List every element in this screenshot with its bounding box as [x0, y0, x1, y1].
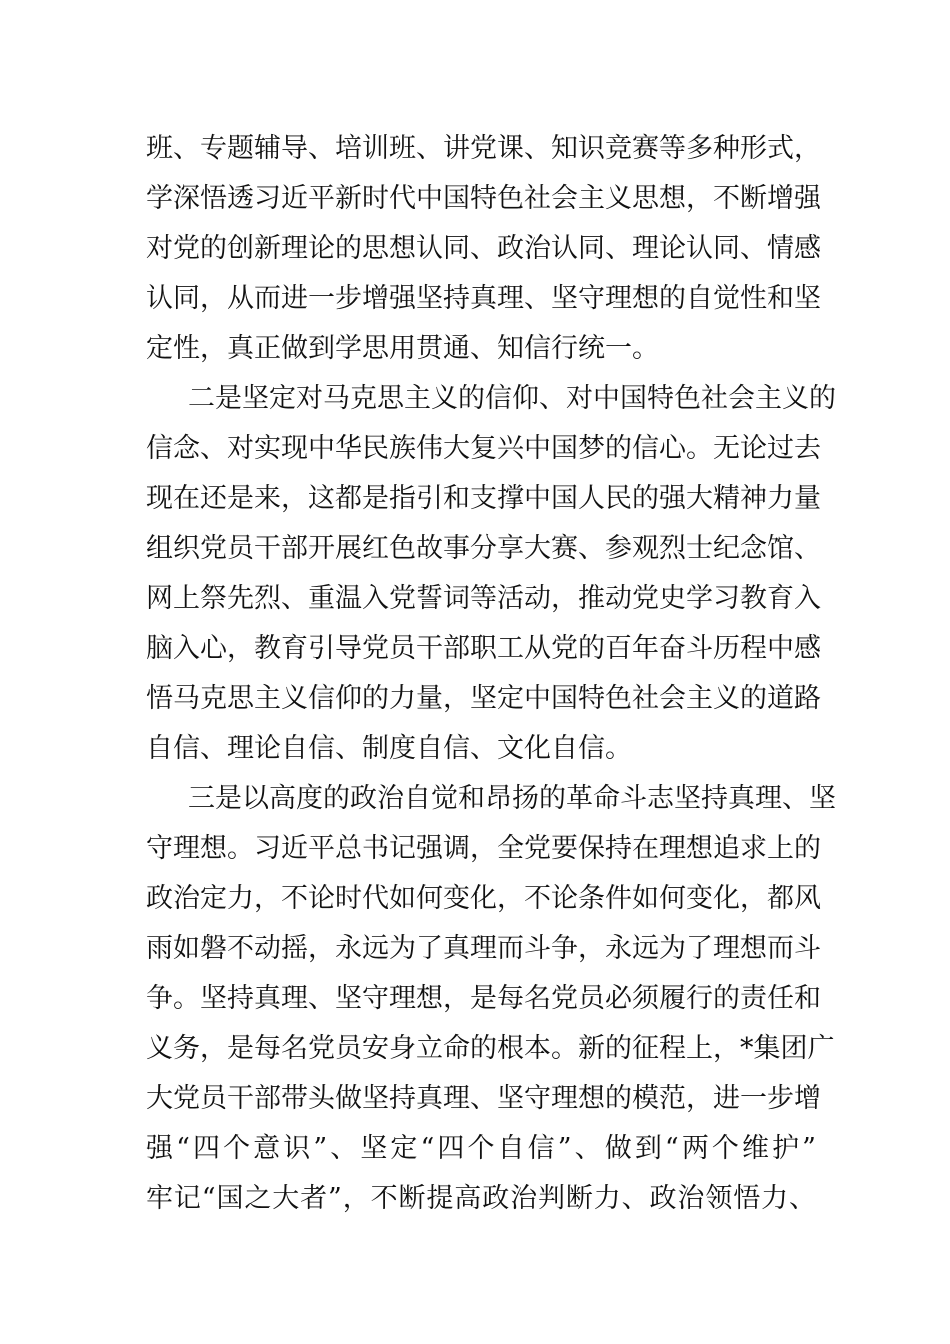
text-line: 大党员干部带头做坚持真理、坚守理想的模范，进一步增 — [146, 1083, 821, 1114]
text-line: 对党的创新理论的思想认同、政治认同、理论认同、情感 — [146, 233, 821, 264]
text-line: 牢记“国之大者”，不断提高政治判断力、政治领悟力、 — [146, 1183, 816, 1214]
text-line: 争。坚持真理、坚守理想，是每名党员必须履行的责任和 — [146, 983, 821, 1014]
text-line: 班、专题辅导、培训班、讲党课、知识竞赛等多种形式， — [146, 133, 821, 164]
text-line: 义务，是每名党员安身立命的根本。新的征程上，*集团广 — [146, 1033, 835, 1064]
text-line: 组织党员干部开展红色故事分享大赛、参观烈士纪念馆、 — [146, 533, 821, 564]
text-line: 自信、理论自信、制度自信、文化自信。 — [146, 733, 632, 764]
text-line: 悟马克思主义信仰的力量，坚定中国特色社会主义的道路 — [146, 683, 821, 714]
text-line: 守理想。习近平总书记强调，全党要保持在理想追求上的 — [146, 833, 821, 864]
paragraph-start-line: 三是以高度的政治自觉和昂扬的革命斗志坚持真理、坚 — [188, 783, 836, 814]
text-line: 学深悟透习近平新时代中国特色社会主义思想，不断增强 — [146, 183, 821, 214]
text-line: 强“四个意识”、坚定“四个自信”、做到“两个维护” — [146, 1133, 816, 1164]
text-line: 现在还是来，这都是指引和支撑中国人民的强大精神力量 — [146, 483, 821, 514]
text-line: 定性，真正做到学思用贯通、知信行统一。 — [146, 333, 659, 364]
text-line: 雨如磐不动摇，永远为了真理而斗争，永远为了理想而斗 — [146, 933, 821, 964]
text-line: 认同，从而进一步增强坚持真理、坚守理想的自觉性和坚 — [146, 283, 821, 314]
text-line: 脑入心，教育引导党员干部职工从党的百年奋斗历程中感 — [146, 633, 821, 664]
text-line: 政治定力，不论时代如何变化，不论条件如何变化，都风 — [146, 883, 821, 914]
text-line: 网上祭先烈、重温入党誓词等活动，推动党史学习教育入 — [146, 583, 821, 614]
paragraph-start-line: 二是坚定对马克思主义的信仰、对中国特色社会主义的 — [188, 383, 836, 414]
text-line: 信念、对实现中华民族伟大复兴中国梦的信心。无论过去 — [146, 433, 821, 464]
